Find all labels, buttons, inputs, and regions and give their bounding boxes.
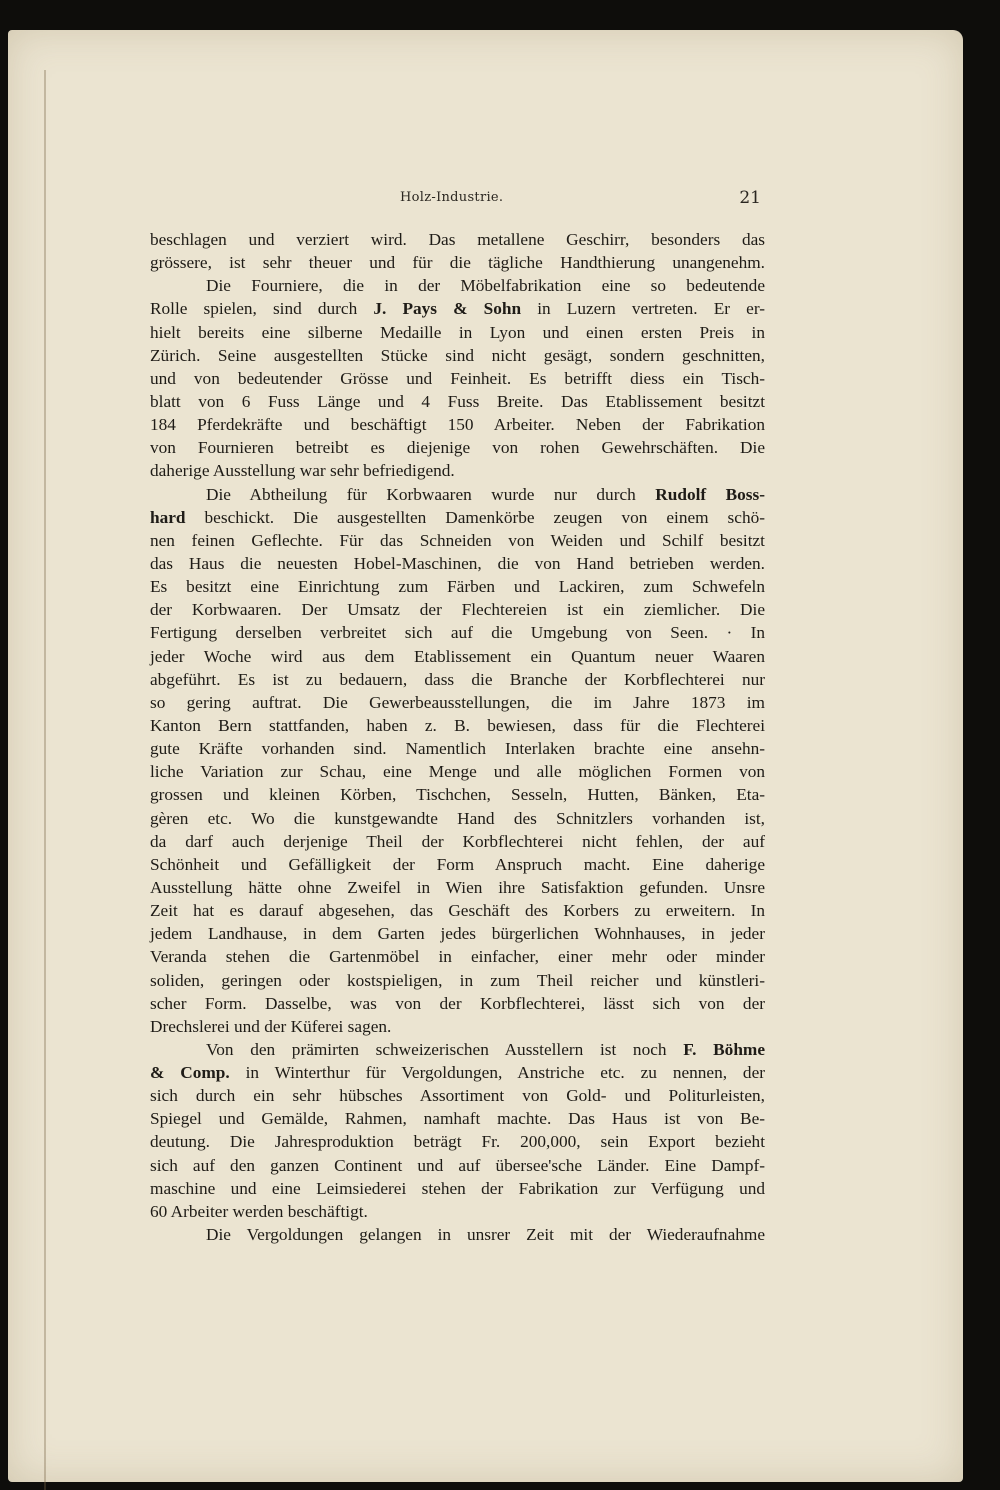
page-header <box>150 188 765 212</box>
paragraph-last-line: 60 Arbeiter werden beschäftigt. <box>150 1201 368 1221</box>
text-line: 184 Pferdekräfte und beschäftigt 150 Arbeiter. Neben der Fabrikation <box>150 415 765 435</box>
text-line: Schönheit und Gefälligkeit der Form Anspruch macht. Eine daherige <box>150 854 765 874</box>
company-name: & Comp. <box>150 1063 230 1083</box>
paragraph-first-line: Von den prämirten schweizerischen Ausstellern ist noch F. Böhme <box>206 1039 765 1059</box>
text-line: grossen und kleinen Körben, Tischchen, Sesseln, Hutten, Bänken, Eta- <box>150 785 765 805</box>
text-line: da darf auch derjenige Theil der Korbflechterei nicht fehlen, der auf <box>150 831 765 851</box>
company-name: Rudolf Boss- <box>655 484 766 504</box>
text-line: beschlagen und verziert wird. Das metallene Geschirr, besonders das <box>150 230 765 249</box>
text-line: abgeführt. Es ist zu bedauern, dass die Branche der Korbflechterei nur <box>150 669 765 689</box>
text-line: Es besitzt eine Einrichtung zum Färben und Lackiren, zum Schwefeln <box>150 577 765 597</box>
company-name: hard <box>150 507 186 527</box>
text-line: Kanton Bern stattfanden, haben z. B. bewiesen, dass für die Flechterei <box>150 715 765 735</box>
text-line: Veranda stehen die Gartenmöbel in einfacher, einer mehr oder minder <box>150 947 765 967</box>
company-name: J. Pays & Sohn <box>373 299 522 319</box>
text-line: liche Variation zur Schau, eine Menge und alle möglichen Formen von <box>150 762 765 782</box>
page-number: 21 <box>739 188 761 208</box>
text-line: das Haus die neuesten Hobel-Maschinen, die von Hand betrieben werden. <box>150 553 765 573</box>
text-line: Zeit hat es darauf abgesehen, das Geschäft des Korbers zu erweitern. In <box>150 901 765 921</box>
text-line: und von bedeutender Grösse und Feinheit. Es betrifft diess ein Tisch- <box>150 368 765 388</box>
paragraph-first-line: Die Fourniere, die in der Möbelfabrikation eine so bedeutende <box>206 276 765 296</box>
text-line: jeder Woche wird aus dem Etablissement ein Quantum neuer Waaren <box>150 646 765 666</box>
binding-edge <box>44 70 46 1490</box>
paragraph-first-line: Die Vergoldungen gelangen in unsrer Zeit mit der Wiederaufnahme <box>206 1225 765 1245</box>
text-line: gute Kräfte vorhanden sind. Namentlich Interlaken brachte eine ansehn- <box>150 739 765 759</box>
text-line: & Comp. in Winterthur für Vergoldungen, Anstriche etc. zu nennen, der <box>150 1063 765 1083</box>
text-line: maschine und eine Leimsiederei stehen der Fabrikation zur Verfügung und <box>150 1178 765 1198</box>
text-line: nen feinen Geflechte. Für das Schneiden von Weiden und Schilf besitzt <box>150 530 765 550</box>
text-line: Fertigung derselben verbreitet sich auf die Umgebung von Seen. · In <box>150 623 765 643</box>
text-line: gèren etc. Wo die kunstgewandte Hand des Schnitzlers vorhanden ist, <box>150 808 765 828</box>
text-line: deutung. Die Jahresproduktion beträgt Fr. 200,000, sein Export bezieht <box>150 1132 765 1152</box>
text-line: Zürich. Seine ausgestellten Stücke sind nicht gesägt, sondern geschnitten, <box>150 345 765 365</box>
text-line: sich auf den ganzen Continent und auf übersee'sche Länder. Eine Dampf- <box>150 1155 765 1175</box>
text-line: hielt bereits eine silberne Medaille in Lyon und einen ersten Preis in <box>150 322 765 342</box>
text-line: blatt von 6 Fuss Länge und 4 Fuss Breite. Das Etablissement besitzt <box>150 391 765 411</box>
body-text <box>150 228 765 1246</box>
text-line: Spiegel und Gemälde, Rahmen, namhaft machte. Das Haus ist von Be- <box>150 1109 765 1129</box>
text-line: von Fournieren betreibt es diejenige von rohen Gewehrschäften. Die <box>150 438 765 458</box>
text-line: jedem Landhause, in dem Garten jedes bürgerlichen Wohnhauses, in jeder <box>150 924 765 944</box>
paragraph-last-line: daherige Ausstellung war sehr befriedigend. <box>150 461 455 481</box>
text-line: der Korbwaaren. Der Umsatz der Flechtereien ist ein ziemlicher. Die <box>150 600 765 620</box>
text-line: so gering auftrat. Die Gewerbeausstellungen, die im Jahre 1873 im <box>150 692 765 712</box>
text-line: hard beschickt. Die ausgestellten Damenkörbe zeugen von einem schö- <box>150 507 765 527</box>
text-line: scher Form. Dasselbe, was von der Korbflechterei, lässt sich von der <box>150 993 765 1013</box>
company-name: F. Böhme <box>683 1039 765 1059</box>
text-line: sich durch ein sehr hübsches Assortiment von Gold- und Politurleisten, <box>150 1086 765 1106</box>
text-line: Rolle spielen, sind durch J. Pays & Sohn in Luzern vertreten. Er er- <box>150 299 765 319</box>
text-line: Ausstellung hätte ohne Zweifel in Wien ihre Satisfaktion gefunden. Unsre <box>150 877 765 897</box>
text-line: soliden, geringen oder kostspieligen, in zum Theil reicher und künstleri- <box>150 970 765 990</box>
running-head: Holz-Industrie. <box>400 190 504 205</box>
text-line: grössere, ist sehr theuer und für die tägliche Handthierung unangenehm. <box>150 253 765 273</box>
paragraph-first-line: Die Abtheilung für Korbwaaren wurde nur durch Rudolf Boss- <box>206 484 766 504</box>
paragraph-last-line: Drechslerei und der Küferei sagen. <box>150 1016 392 1036</box>
